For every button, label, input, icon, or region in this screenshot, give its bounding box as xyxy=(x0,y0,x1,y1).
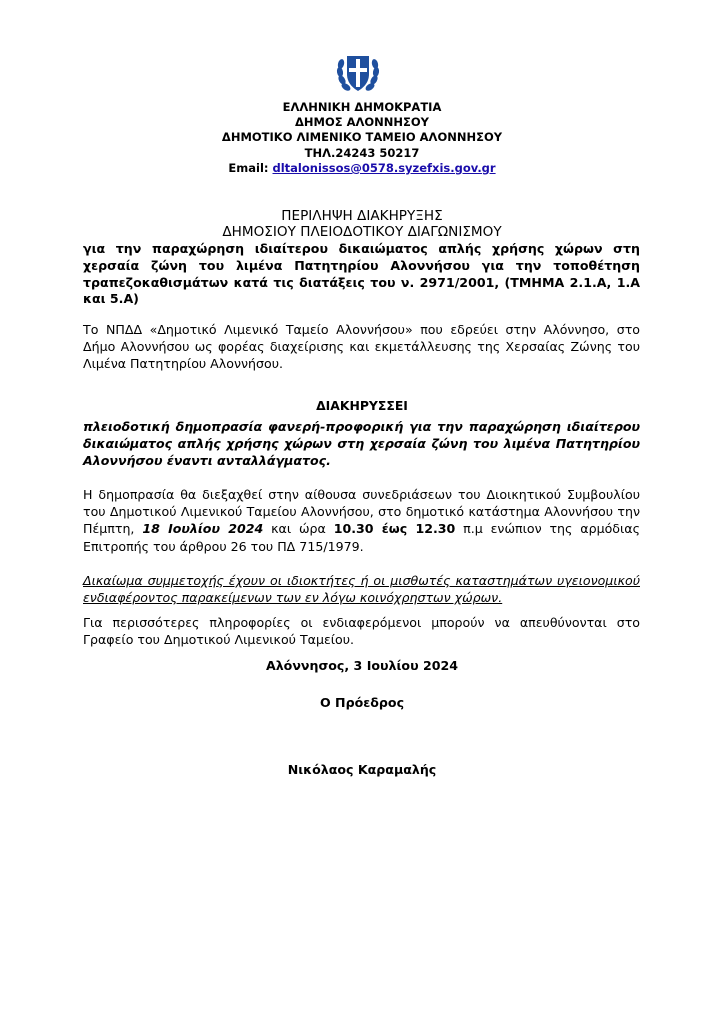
venue-paragraph xyxy=(83,486,640,555)
venue-text-1: Η δημοπρασία θα διεξαχθεί στην αίθουσα συνεδριάσεων του Διοικητικού Συμβουλίου του Δημοτικού Λιμενικού Ταμείου Αλοννήσου, στο δημοτικό κατάστημα Αλοννήσου την Πέμπτη, xyxy=(83,487,640,537)
info-paragraph: Για περισσότερες πληροφορίες οι ενδιαφερόμενοι μπορούν να απευθύνονται στο Γραφείο του Δημοτικού Λιμενικού Ταμείου. xyxy=(83,615,640,648)
document-title xyxy=(0,208,724,240)
auction-paragraph: πλειοδοτική δημοπρασία φανερή-προφορική για την παραχώρηση ιδιαίτερου δικαιώματος απλής χρήσης χώρων στη χερσαία ζώνη του λιμένα Πατητηρίου Αλοννήσου έναντι ανταλλάγματος. xyxy=(83,419,640,469)
header-email-line xyxy=(0,161,724,176)
auction-time: 10.30 έως 12.30 xyxy=(333,521,456,537)
email-link[interactable]: dltalonissos@0578.syzefxis.gov.gr xyxy=(272,160,496,175)
header-phone: ΤΗΛ.24243 50217 xyxy=(304,145,420,160)
signatory-name: Νικόλαος Καραμαλής xyxy=(287,762,437,777)
title-line-2: ΔΗΜΟΣΙΟΥ ΠΛΕΙΟΔΟΤΙΚΟΥ ΔΙΑΓΩΝΙΣΜΟΥ xyxy=(222,224,502,240)
issuer-header xyxy=(0,100,724,176)
eligibility-paragraph: Δικαίωμα συμμετοχής έχουν οι ιδιοκτήτες ή οι μισθωτές καταστημάτων υγειονομικού ενδιαφέροντος παρακείμενων των εν λόγω κοινόχρηστων χώρων. xyxy=(83,573,640,606)
email-label: Email: xyxy=(228,160,273,175)
greek-coat-of-arms-icon xyxy=(335,50,381,96)
venue-text-2: και ώρα xyxy=(263,521,334,537)
title-line-1: ΠΕΡΙΛΗΨΗ ΔΙΑΚΗΡΥΞΗΣ xyxy=(281,208,443,224)
signatory-role: Ο Πρόεδρος xyxy=(319,695,405,710)
header-municipality: ΔΗΜΟΣ ΑΛΟΝΝΗΣΟΥ xyxy=(294,115,429,130)
document-subtitle: για την παραχώρηση ιδιαίτερου δικαιώματος απλής χρήσης χώρων στη χερσαία ζώνη του λιμένα Πατητηρίου Αλοννήσου για την τοποθέτηση τραπεζοκαθισμάτων κατά τις διατάξεις του ν. 2971/2001, (ΤΜΗΜΑ 2.1.Α, 1.Α και 5.Α) xyxy=(83,241,640,307)
venue-text-3: π.μ ενώπιον της αρμόδιας Επιτροπής του άρθρου 26 του ΠΔ 715/1979. xyxy=(83,521,640,554)
header-port-fund: ΔΗΜΟΤΙΚΟ ΛΙΜΕΝΙΚΟ ΤΑΜΕΙΟ ΑΛΟΝΝΗΣΟΥ xyxy=(221,130,503,145)
place-date: Αλόννησος, 3 Ιουλίου 2024 xyxy=(265,658,459,673)
proclaims-heading: ΔΙΑΚΗΡΥΣΣΕΙ xyxy=(316,398,408,413)
intro-paragraph: Το ΝΠΔΔ «Δημοτικό Λιμενικό Ταμείο Αλοννήσου» που εδρεύει στην Αλόννησο, στο Δήμο Αλοννήσου ως φορέας διαχείρισης και εκμετάλλευσης της Χερσαίας Ζώνης του Λιμένα Πατητηρίου Αλοννήσου. xyxy=(83,322,640,372)
header-country: ΕΛΛΗΝΙΚΗ ΔΗΜΟΚΡΑΤΙΑ xyxy=(282,100,442,114)
auction-date: 18 Ιουλίου 2024 xyxy=(142,521,264,537)
